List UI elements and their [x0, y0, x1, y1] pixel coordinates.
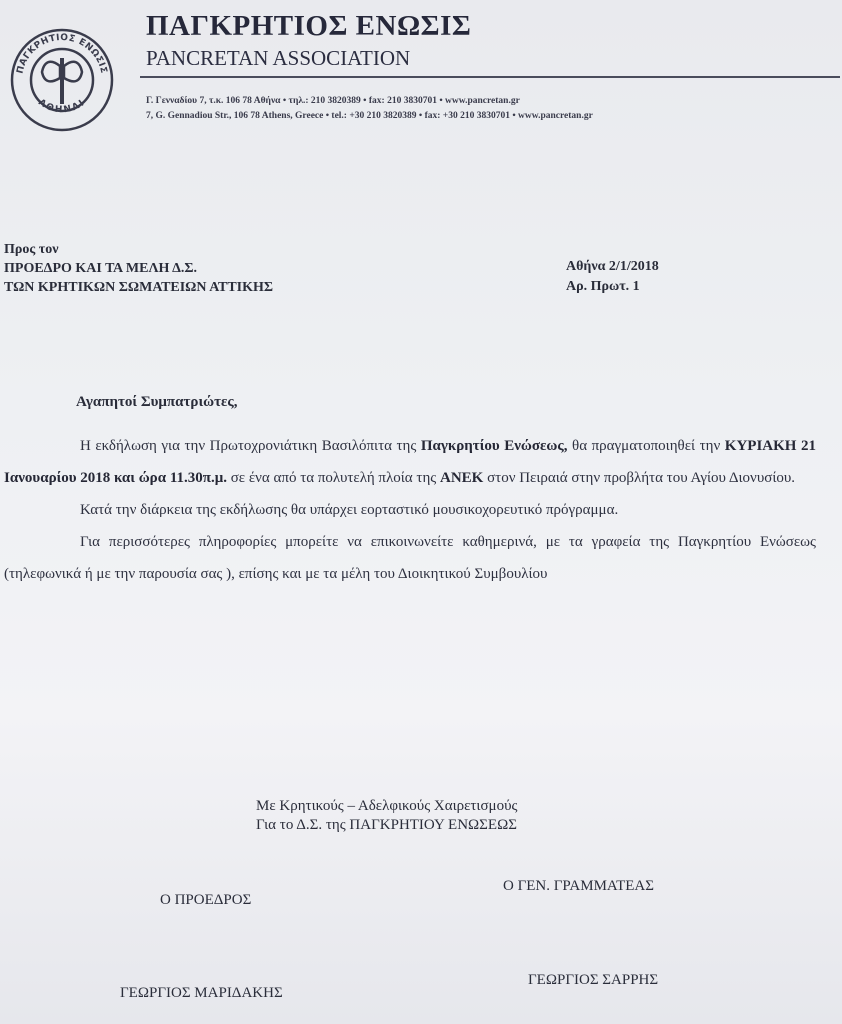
body-paragraph-3: Για περισσότερες πληροφορίες μπορείτε να επικοινωνείτε καθημερινά, με τα γραφεία της Παγκρητίου Ενώσεως (τηλεφωνικά ή με την παρουσία σας ), επίσης και με τα μέλη του Διοικητικού Συμβουλίου	[4, 534, 816, 582]
p1-event-datetime: ΚΥΡΙΑΚΗ 21 Ιανουαρίου 2018 και ώρα 11.30π.μ.	[4, 438, 817, 486]
president-name: ΓΕΩΡΓΙΟΣ ΜΑΡΙΔΑΚΗΣ	[120, 985, 283, 1001]
protocol-number: Αρ. Πρωτ. 1	[566, 279, 640, 294]
recipient-line-2: ΠΡΟΕΔΡΟ ΚΑΙ ΤΑ ΜΕΛΗ Δ.Σ.	[4, 261, 198, 276]
letter-body	[4, 430, 816, 590]
letterhead-divider	[140, 76, 840, 78]
logo-ring-top-text: ΠΑΓΚΡΗΤΙΟΣ ΕΝΩΣΙΣ	[15, 32, 109, 75]
letter-date: Αθήνα 2/1/2018	[566, 259, 659, 274]
p1-text-c: θα πραγματοποιηθεί την	[567, 438, 725, 454]
president-title: Ο ΠΡΟΕΔΡΟΣ	[160, 892, 252, 908]
recipient-block	[4, 240, 273, 297]
p1-ship-company: ΑΝΕΚ	[439, 470, 484, 486]
address-greek: Γ. Γενναδίου 7, τ.κ. 106 78 Αθήνα • τηλ.: 210 3820389 • fax: 210 3830701 • www.pancretan.gr	[146, 96, 520, 106]
closing-block	[256, 797, 517, 835]
association-name-greek: ΠΑΓΚΡΗΤΙΟΣ ΕΝΩΣΙΣ	[146, 10, 472, 42]
secretary-name: ΓΕΩΡΓΙΟΣ ΣΑΡΡΗΣ	[528, 972, 659, 988]
association-name-english: PANCRETAN ASSOCIATION	[146, 46, 411, 70]
body-paragraph-1	[4, 430, 816, 494]
secretary-title: Ο ΓΕΝ. ΓΡΑΜΜΑΤΕΑΣ	[503, 878, 654, 894]
date-protocol-block	[566, 257, 659, 297]
closing-line-2: Για το Δ.Σ. της ΠΑΓΚΡΗΤΙΟΥ ΕΝΩΣΕΩΣ	[256, 817, 517, 833]
recipient-line-1: Προς τον	[4, 242, 59, 257]
logo-ring-bottom-text: ΑΘΗΝΑΙ	[36, 97, 88, 116]
body-paragraph-2: Κατά την διάρκεια της εκδήλωσης θα υπάρχει εορταστικό μουσικοχορευτικό πρόγραμμα.	[80, 502, 619, 518]
p1-text-g: στον Πειραιά στην προβλήτα του Αγίου Διονυσίου.	[483, 470, 796, 486]
salutation: Αγαπητοί Συμπατριώτες,	[76, 394, 238, 410]
address-english: 7, G. Gennadiou Str., 106 78 Athens, Greece • tel.: +30 210 3820389 • fax: +30 210 3830701 • www.pancretan.gr	[146, 111, 593, 121]
double-axe-seal-icon	[6, 22, 118, 134]
p1-text-a: Η εκδήλωση για την Πρωτοχρονιάτικη Βασιλόπιτα της	[80, 438, 421, 454]
p1-text-e: σε ένα από τα πολυτελή πλοία της	[226, 470, 440, 486]
association-logo	[6, 22, 118, 134]
p1-org-name: Παγκρητίου Ενώσεως,	[420, 438, 568, 454]
closing-line-1: Με Κρητικούς – Αδελφικούς Χαιρετισμούς	[256, 798, 518, 814]
recipient-line-3: ΤΩΝ ΚΡΗΤΙΚΩΝ ΣΩΜΑΤΕΙΩΝ ΑΤΤΙΚΗΣ	[4, 280, 274, 295]
